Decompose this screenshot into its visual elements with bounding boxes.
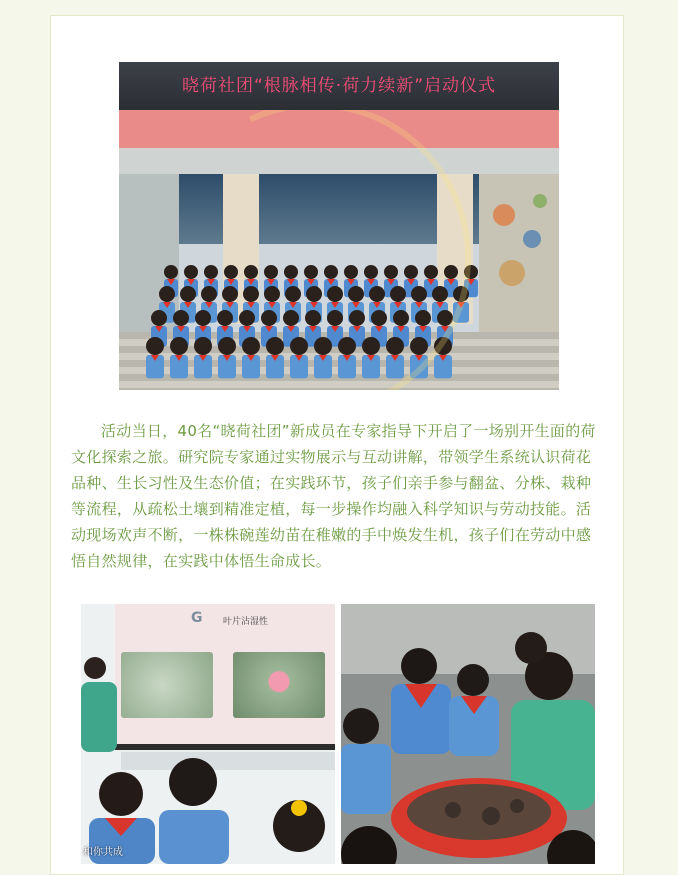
- planting-scene: [341, 604, 595, 864]
- logo-icon: G: [191, 610, 203, 626]
- planting-photo: [341, 604, 595, 864]
- article-paragraph: 活动当日，40名“晓荷社团”新成员在专家指导下开启了一场别开生面的荷文化探索之旅。研究院专家通过实物展示与互动讲解，带领学生系统认识荷花品种、生长习性及生态价值；在实践环节，孩子们亲手参与翻盆、分株、栽种等流程，从疏松土壤到精准定植，每一步操作均融入科学知识与劳动技能。活动现场欢声不断，一株株碗莲幼苗在稚嫩的手中焕发生机，孩子们在劳动中感悟自然规律，在实践中体悟生命成长。: [71, 422, 596, 570]
- event-banner: 晓荷社团“根脉相传·荷力续新”启动仪式: [119, 62, 559, 110]
- group-photo: [119, 62, 559, 390]
- photo-caption: 和你共成: [83, 847, 123, 858]
- screen-title: 叶片沾湿性: [223, 617, 269, 627]
- classroom-people: [81, 604, 335, 864]
- article-card: [50, 15, 624, 875]
- classroom-photo: [81, 604, 335, 864]
